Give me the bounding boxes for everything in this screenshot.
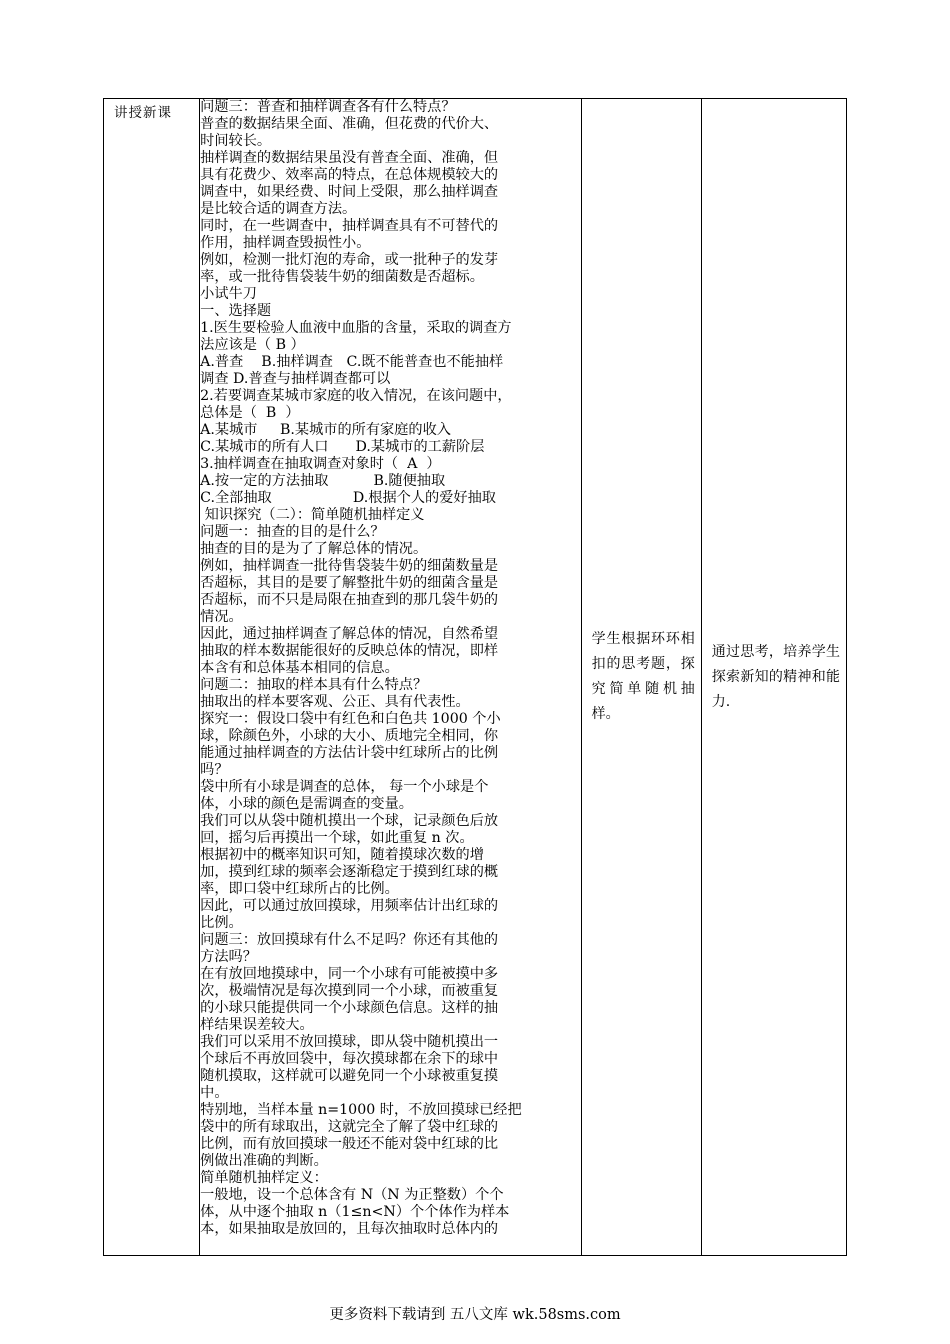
content-line: 问题二：抽取的样本具有什么特点？	[200, 677, 428, 693]
lesson-row	[104, 99, 847, 1256]
content-line: 是比较合适的调查方法。	[200, 201, 357, 217]
lesson-plan-table	[103, 98, 847, 1256]
content-line: 同时，在一些调查中，抽样调查具有不可替代的	[200, 218, 499, 234]
content-line: 2.若要调查某城市家庭的收入情况，在该问题中，	[200, 388, 512, 404]
content-line: 作用，抽样调查毁损性小。	[200, 235, 371, 251]
content-line: 时间较长。	[200, 133, 272, 149]
content-line: 方法吗？	[200, 949, 257, 965]
content-line: 调查 D.普查与抽样调查都可以	[200, 371, 391, 387]
content-line: C.某城市的所有人口 D.某城市的工薪阶层	[200, 439, 485, 455]
content-line: 例如，检测一批灯泡的寿命，或一批种子的发芽	[200, 252, 499, 268]
content-line: 个球后不再放回袋中，每次摸球都在余下的球中	[200, 1051, 499, 1067]
content-line: 探究一：假设口袋中有红色和白色共 1000 个小	[200, 711, 501, 727]
content-line: 比例，而有放回摸球一般还不能对袋中红球的比	[200, 1136, 499, 1152]
content-line: 例做出准确的判断。	[200, 1153, 328, 1169]
content-line: 的小球只能提供同一个小球颜色信息。这样的抽	[200, 1000, 499, 1016]
content-line: 简单随机抽样定义：	[200, 1170, 328, 1186]
content-line: 问题一：抽查的目的是什么？	[200, 524, 385, 540]
content-line: 法应该是（ B ）	[200, 337, 305, 353]
content-line: 次，极端情况是每次摸到同一个小球，而被重复	[200, 983, 499, 999]
content-line: 调查中，如果经费、时间上受限，那么抽样调查	[200, 184, 499, 200]
content-line: A.普查 B.抽样调查 C.既不能普查也不能抽样	[200, 354, 504, 370]
content-line: 1.医生要检验人血液中血脂的含量，采取的调查方	[200, 320, 512, 336]
content-line: 吗？	[200, 762, 229, 778]
content-cell	[200, 99, 582, 1256]
content-line: 特别地，当样本量 n=1000 时，不放回摸球已经把	[200, 1102, 522, 1118]
design-intent-text: 通过思考，培养学生探索新知的精神和能力.	[711, 643, 840, 710]
content-line: 袋中的所有球取出，这就完全了解了袋中红球的	[200, 1119, 499, 1135]
content-line: 加，摸到红球的频率会逐渐稳定于摸到红球的概	[200, 864, 499, 880]
content-line: 体，从中逐个抽取 n（1≤n<N）个个体作为样本	[200, 1204, 510, 1220]
content-line: A.某城市 B.某城市的所有家庭的收入	[200, 422, 451, 438]
content-line: 因此，通过抽样调查了解总体的情况，自然希望	[200, 626, 499, 642]
content-line: 问题三：放回摸球有什么不足吗？你还有其他的	[200, 932, 499, 948]
content-line: 体，小球的颜色是需调查的变量。	[200, 796, 413, 812]
content-line: 根据初中的概率知识可知，随着摸球次数的增	[200, 847, 484, 863]
content-line: 样结果误差较大。	[200, 1017, 314, 1033]
design-intent-cell	[701, 99, 846, 1256]
content-line: 知识探究（二）：简单随机抽样定义	[200, 507, 425, 523]
student-activity-cell	[581, 99, 701, 1256]
content-line: 3.抽样调查在抽取调查对象时（ A ）	[200, 456, 441, 472]
section-label: 讲授新课	[114, 105, 172, 121]
content-line: 普查的数据结果全面、准确，但花费的代价大、	[200, 116, 499, 132]
content-line: 具有花费少、效率高的特点，在总体规模较大的	[200, 167, 499, 183]
content-line: 一般地，设一个总体含有 N（N 为正整数）个个	[200, 1187, 504, 1203]
footer-text: 更多资料下载请到 五八文库 wk.58sms.com	[329, 1307, 621, 1323]
content-line: 率，即口袋中红球所占的比例。	[200, 881, 399, 897]
content-line: 一、选择题	[200, 303, 272, 319]
content-line: 抽取出的样本要客观、公正、具有代表性。	[200, 694, 470, 710]
content-line: 小试牛刀	[200, 286, 257, 302]
content-line: 因此，可以通过放回摸球，用频率估计出红球的	[200, 898, 499, 914]
content-line: 抽查的目的是为了了解总体的情况。	[200, 541, 428, 557]
content-line: C.全部抽取 D.根据个人的爱好抽取	[200, 490, 496, 506]
content-line: 袋中所有小球是调查的总体， 每一个小球是个	[200, 779, 489, 795]
content-line: A.按一定的方法抽取 B.随便抽取	[200, 473, 446, 489]
content-line: 随机摸取，这样就可以避免同一个小球被重复摸	[200, 1068, 499, 1084]
content-line: 比例。	[200, 915, 243, 931]
content-line: 率，或一批待售袋装牛奶的细菌数是否超标。	[200, 269, 484, 285]
content-line: 情况。	[200, 609, 243, 625]
content-line: 抽样调查的数据结果虽没有普查全面、准确，但	[200, 150, 499, 166]
section-cell	[104, 99, 200, 1256]
content-line: 中。	[200, 1085, 229, 1101]
content-text	[200, 99, 581, 1238]
content-line: 本，如果抽取是放回的，且每次抽取时总体内的	[200, 1221, 499, 1237]
content-line: 否超标，而不只是局限在抽查到的那几袋牛奶的	[200, 592, 499, 608]
content-line: 能通过抽样调查的方法估计袋中红球所占的比例	[200, 745, 499, 761]
content-line: 在有放回地摸球中，同一个小球有可能被摸中多	[200, 966, 499, 982]
content-line: 我们可以采用不放回摸球，即从袋中随机摸出一	[200, 1034, 499, 1050]
content-line: 抽取的样本数据能很好的反映总体的情况，即样	[200, 643, 499, 659]
content-line: 问题三：普查和抽样调查各有什么特点？	[200, 99, 456, 115]
content-line: 回，摇匀后再摸出一个球，如此重复 n 次。	[200, 830, 474, 846]
content-line: 本含有和总体基本相同的信息。	[200, 660, 399, 676]
content-line: 否超标，其目的是要了解整批牛奶的细菌含量是	[200, 575, 499, 591]
content-line: 球，除颜色外，小球的大小、质地完全相同，你	[200, 728, 499, 744]
content-line: 总体是（ B ）	[200, 405, 300, 421]
content-line: 我们可以从袋中随机摸出一个球，记录颜色后放	[200, 813, 499, 829]
student-activity-text: 学生根据环环相扣的思考题，探究简单随机抽样。	[591, 631, 695, 722]
content-line: 例如，抽样调查一批待售袋装牛奶的细菌数量是	[200, 558, 499, 574]
